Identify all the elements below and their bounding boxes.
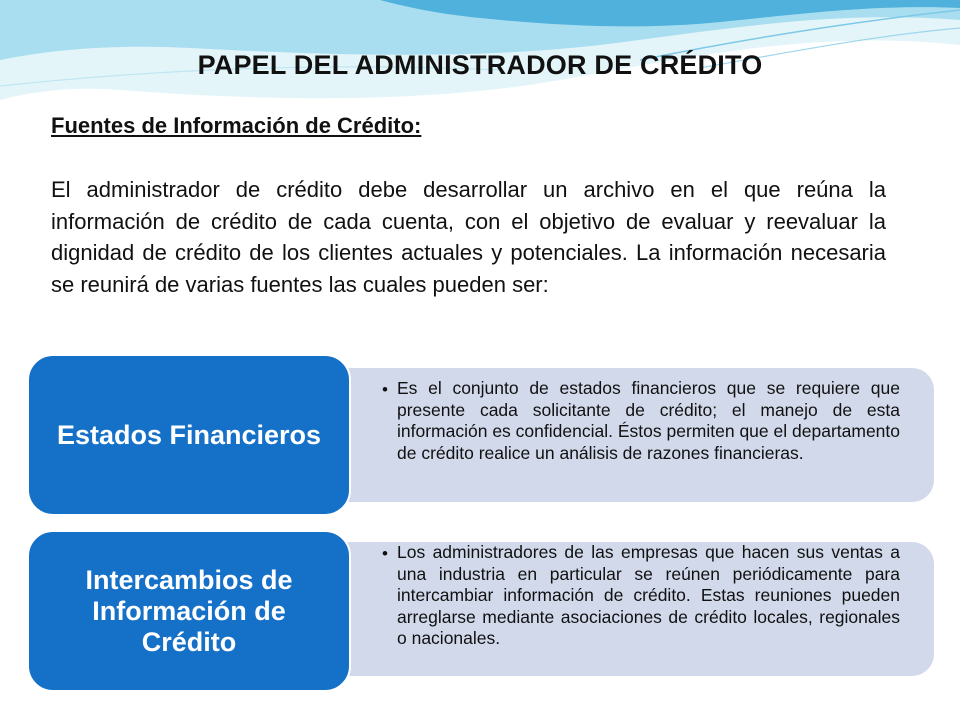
bullet-glyph: • (382, 380, 388, 399)
source-description-panel-financial-statements (318, 368, 934, 502)
source-description-financial-statements: Es el conjunto de estados financieros que se requiere que presente cada solicitante de crédito; el manejo de esta información es confidencial. Éstos permiten que el departamento de crédito realice un análisis de razones financieras. (397, 378, 900, 463)
bullet-glyph: • (382, 544, 388, 563)
source-label-box-financial-statements (27, 354, 351, 516)
source-label-box-credit-exchange (27, 530, 351, 692)
section-subtitle: Fuentes de Información de Crédito: (51, 113, 422, 138)
source-label-financial-statements: Estados Financieros (56, 419, 322, 450)
page-title: PAPEL DEL ADMINISTRADOR DE CRÉDITO (197, 50, 763, 80)
intro-paragraph: El administrador de crédito debe desarrollar un archivo en el que reúna la información de crédito de cada cuenta, con el objetivo de evaluar y reevaluar la dignidad de crédito de los clientes actuales y potenciales. La información necesaria se reunirá de varias fuentes las cuales pueden ser: (51, 177, 886, 297)
source-label-credit-exchange: Intercambios de Información de Crédito (85, 564, 293, 657)
source-description-credit-exchange: Los administradores de las empresas que hacen sus ventas a una industria en particular se reúnen periódicamente para intercambiar información de crédito. Estas reuniones pueden arreglarse mediante asociaciones de crédito locales, regionales o nacionales. (397, 542, 900, 648)
source-description-panel-credit-exchange (318, 542, 934, 676)
